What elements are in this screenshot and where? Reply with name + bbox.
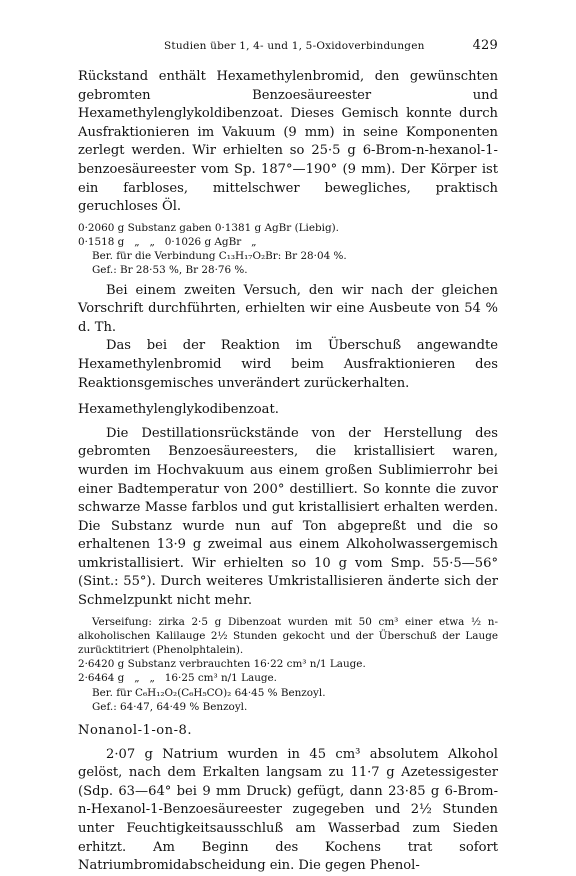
document-body <box>78 68 498 876</box>
analysis-line: 0·2060 g Substanz gaben 0·1381 g AgBr (Liebig). <box>78 221 339 234</box>
paragraph: Rückstand enthält Hexamethylenbromid, den gewünschten gebromten Benzoesäureester und Hexamethylenglykoldibenzoat. Dieses Gemisch konnte durch Ausfraktionieren im Vakuum (9 mm) in seine Komponenten zerlegt werden. Wir erhielten so 25·5 g 6-Brom-n-hexanol-1-benzoesäureester vom Sp. 187°—190° (9 mm). Der Körper ist ein farbloses, mittelschwer bewegliches, praktisch geruchloses Öl. <box>78 69 498 215</box>
paragraph: Das bei der Reaktion im Überschuß angewandte Hexamethylenbromid wird beim Ausfraktionieren des Reaktionsgemisches unverändert zurückerhalten. <box>78 338 498 391</box>
analysis-line: 0·1518 g „ „ 0·1026 g AgBr „ <box>78 235 257 248</box>
running-title: Studien über 1, 4- und 1, 5-Oxidoverbindungen <box>164 40 425 52</box>
analysis-block <box>78 615 498 714</box>
analysis-line: Gef.: Br 28·53 %, Br 28·76 %. <box>92 264 248 277</box>
section-heading: Hexamethylenglykodibenzoat. <box>78 402 279 418</box>
section-heading: Nonanol-1-on-8. <box>78 723 192 739</box>
paragraph: Bei einem zweiten Versuch, den wir nach der gleichen Vorschrift durchführten, erhielten wir eine Ausbeute von 54 % d. Th. <box>78 282 498 335</box>
analysis-line: 2·6464 g „ „ 16·25 cm³ n/1 Lauge. <box>78 672 277 685</box>
paragraph: Die Destillationsrückstände von der Herstellung des gebromten Benzoesäureesters, die kristallisiert waren, wurden im Hochvakuum aus einem großen Sublimierrohr bei einer Badtemperatur von 200° destilliert. So konnte die zuvor schwarze Masse farblos und gut kristallisiert erhalten werden. Die Substanz wurde nun auf Ton abgepreßt und die so erhaltenen 13·9 g zweimal aus einem Alkoholwassergemisch umkristallisiert. Wir erhielten so 10 g vom Smp. 55·5—56° (Sint.: 55°). Durch weiteres Umkristallisieren änderte sich der Schmelzpunkt nicht mehr. <box>78 425 498 609</box>
analysis-line: Verseifung: zirka 2·5 g Dibenzoat wurden mit 50 cm³ einer etwa ½ n-alkoholischen Kalilauge 2½ Stunden gekocht und der Überschuß der Lauge zurücktitriert (Phenolphtalein). <box>78 615 498 657</box>
analysis-line: 2·6420 g Substanz verbrauchten 16·22 cm³ n/1 Lauge. <box>78 658 366 671</box>
analysis-line: Ber. für die Verbindung C₁₃H₁₇O₂Br: Br 28·04 %. <box>92 250 347 263</box>
paragraph: 2·07 g Natrium wurden in 45 cm³ absolutem Alkohol gelöst, nach dem Erkalten langsam zu 11·7 g Azetessigester (Sdp. 63—64° bei 9 mm Druck) gefügt, dann 23·85 g 6-Brom-n-Hexanol-1-Benzoesäureester zugegeben und 2½ Stunden unter Feuchtigkeitsausschluß am Wasserbad zum Sieden erhitzt. Am Beginn des Kochens trat sofort Natriumbromidabscheidung ein. Die gegen Phenol- <box>78 746 498 874</box>
analysis-block <box>78 221 498 278</box>
analysis-line: Ber. für C₆H₁₂O₂(C₆H₅CO)₂ 64·45 % Benzoyl. <box>92 686 326 699</box>
page-number: 429 <box>472 38 498 53</box>
analysis-line: Gef.: 64·47, 64·49 % Benzoyl. <box>92 700 248 713</box>
